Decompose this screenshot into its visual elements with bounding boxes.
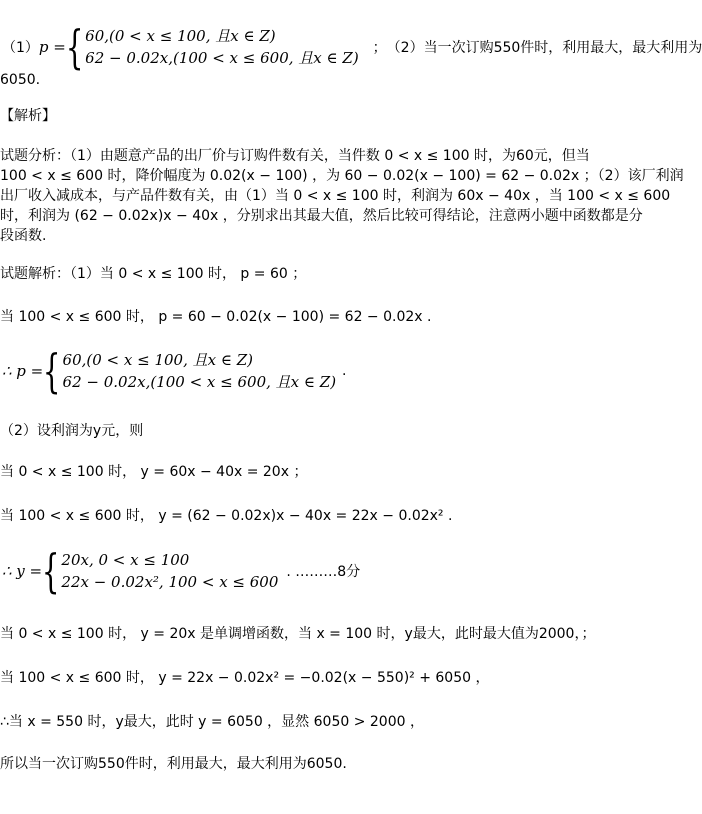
solution-line-4: 当 0 < x ≤ 100 时， y = 60x − 40x = 20x ； (0, 464, 308, 480)
solution-line-7: 当 100 < x ≤ 600 时， y = 22x − 0.02x² = −0.02(x − 550)² + 6050 ， (0, 670, 490, 686)
p-lhs: p = (38, 38, 66, 56)
case-2: 62 − 0.02x,(100 < x ≤ 600, 且x ∈ Z) (85, 49, 359, 67)
case-1: 60,(0 < x ≤ 100, 且x ∈ Z) (85, 27, 276, 45)
solution-line-2: 当 100 < x ≤ 600 时， p = 60 − 0.02(x − 100) = 62 − 0.02x . (0, 309, 432, 325)
analysis-line-4: 时，利润为 (62 − 0.02x)x − 40x ，分别求出其最大值，然后比较可得结论，注意两小题中函数都是分 (0, 208, 643, 224)
analysis-line-3: 出厂收入减成本，与产品件数有关，由（1）当 0 < x ≤ 100 时，利润为 60x − 40x ，当 100 < x ≤ 600 (0, 188, 671, 204)
answer-part2-cont: 6050. (0, 72, 41, 88)
p-case-2: 62 − 0.02x,(100 < x ≤ 600, 且x ∈ Z) (62, 373, 337, 391)
p-piecewise-lhs: ∴ p = (2, 362, 44, 380)
piecewise-cases (85, 25, 359, 69)
y-piecewise-tail: . ………8分 (286, 564, 361, 580)
part1-label: （1） (2, 40, 39, 56)
solution-line-5: 当 100 < x ≤ 600 时， y = (62 − 0.02x)x − 40x = 22x − 0.02x² . (0, 508, 453, 524)
solution-line-1: 试题解析：（1）当 0 < x ≤ 100 时， p = 60 ； (0, 266, 307, 282)
answer-part1 (2, 20, 702, 74)
p-piecewise-tail: . (342, 363, 347, 379)
answer-part2: （2）当一次订购550件时，利用最大，最大利用为 (386, 40, 702, 56)
left-brace: { (65, 20, 84, 74)
p-case-1: 60,(0 < x ≤ 100, 且x ∈ Z) (62, 351, 253, 369)
analysis-line-2: 100 < x ≤ 600 时，降价幅度为 0.02(x − 100) ，为 60 − 0.02(x − 100) = 62 − 0.02x ；（2）该厂利润 (0, 168, 684, 184)
analysis-line-1: 试题分析：（1）由题意产品的出厂价与订购件数有关，当件数 0 < x ≤ 100 时，为60元，但当 (0, 148, 590, 164)
p-piecewise (2, 344, 347, 398)
solution-line-6: 当 0 < x ≤ 100 时， y = 20x 是单调增函数，当 x = 100 时，y最大，此时最大值为2000，； (0, 626, 596, 642)
separator: ； (372, 40, 387, 56)
y-case-2: 22x − 0.02x², 100 < x ≤ 600 (61, 573, 279, 591)
solution-line-3: （2）设利润为y元，则 (0, 423, 144, 439)
analysis-heading: 【解析】 (0, 108, 56, 124)
left-brace: { (43, 344, 61, 398)
p-piecewise-cases (63, 349, 337, 393)
solution-line-9: 所以当一次订购550件时，利用最大，最大利用为6050. (0, 756, 347, 772)
y-piecewise (2, 544, 361, 598)
left-brace: { (41, 544, 60, 598)
analysis-line-5: 段函数. (0, 228, 47, 244)
y-piecewise-lhs: ∴ y = (2, 562, 43, 580)
y-case-1: 20x, 0 < x ≤ 100 (61, 551, 190, 569)
y-piecewise-cases (61, 549, 278, 593)
solution-line-8: ∴当 x = 550 时，y最大，此时 y = 6050 ，显然 6050 > 2000 ， (0, 714, 424, 730)
